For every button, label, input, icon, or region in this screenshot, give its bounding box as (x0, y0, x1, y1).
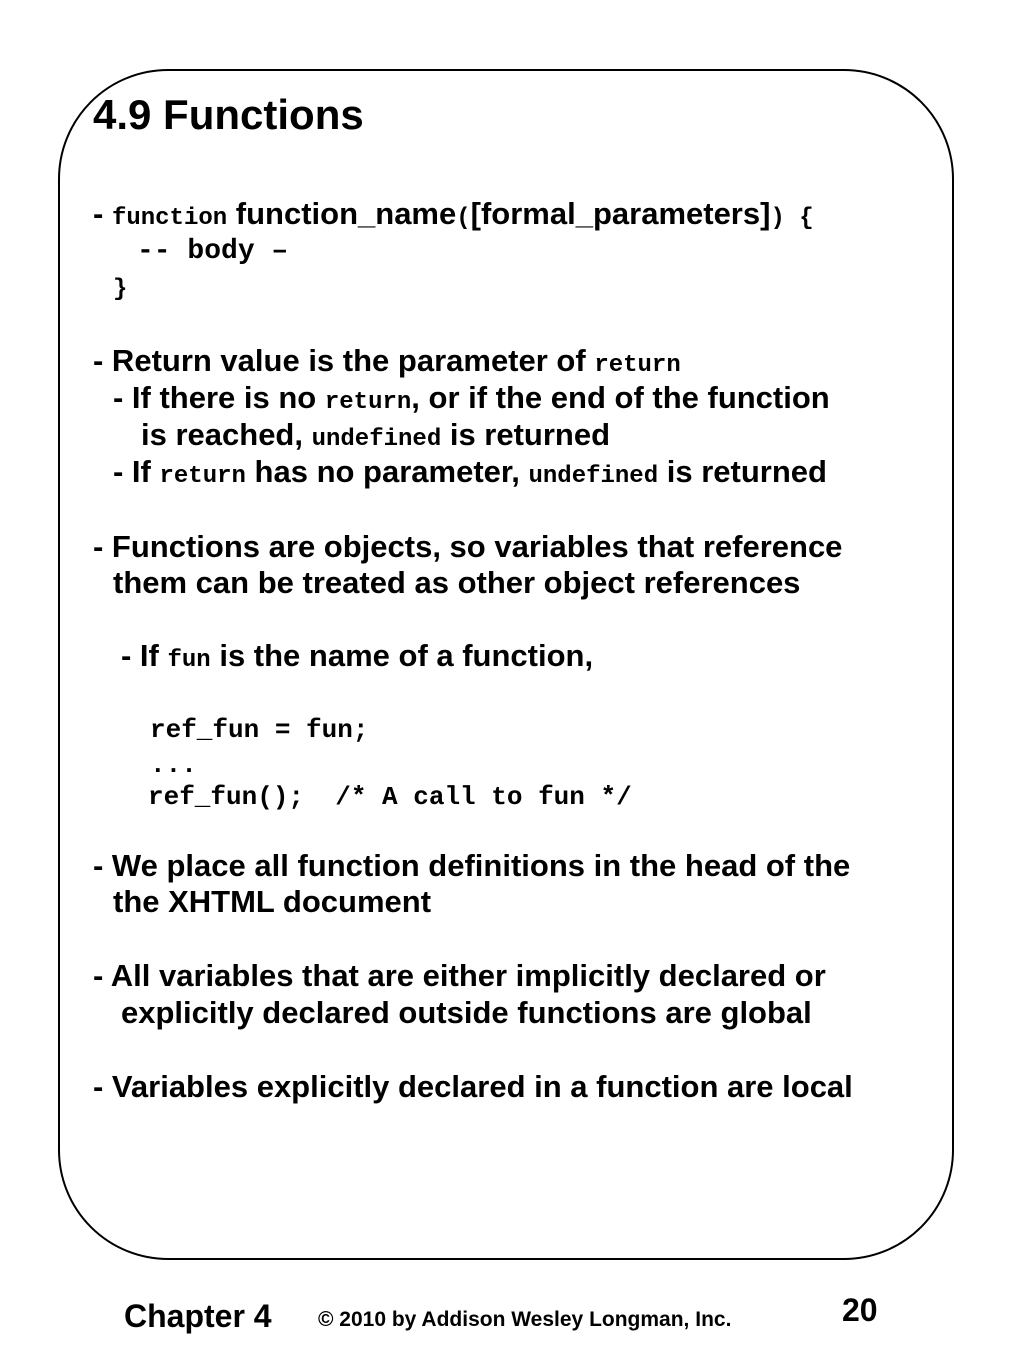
code-line-3: ref_fun(); /* A call to fun */ (148, 782, 632, 812)
footer-chapter: Chapter 4 (124, 1298, 272, 1334)
syntax-end-brace: } (113, 276, 128, 303)
return-line-4-text-b: has no parameter, (245, 454, 529, 489)
syntax-close-brace: ) { (770, 205, 814, 232)
return-line-2-text-a: - If there is no (113, 380, 325, 415)
head-line-1: - We place all function definitions in the head of the (93, 848, 851, 883)
return-line-1-code: return (594, 352, 681, 379)
syntax-function-name: function_name (227, 196, 457, 231)
return-line-2-text-b: , or if the end of the function (411, 380, 830, 415)
objects-line-2: them can be treated as other object references (113, 565, 801, 600)
local-line-1: - Variables explicitly declared in a function are local (93, 1069, 853, 1104)
code-line-2: ... (150, 750, 197, 780)
syntax-line (93, 198, 814, 231)
return-line-4-code-a: return (159, 463, 246, 490)
syntax-keyword: function (111, 205, 228, 232)
return-line-3 (141, 419, 610, 452)
footer-page-number: 20 (842, 1292, 878, 1328)
objects-line-3-code: fun (167, 647, 211, 674)
objects-line-3-text-b: is the name of a function, (210, 638, 594, 673)
return-line-4-text-c: is returned (658, 454, 827, 489)
footer-copyright: © 2010 by Addison Wesley Longman, Inc. (318, 1308, 732, 1331)
return-line-2 (113, 382, 830, 415)
objects-line-1: - Functions are objects, so variables that reference (93, 529, 843, 564)
global-line-2: explicitly declared outside functions are global (121, 995, 812, 1030)
head-line-2: the XHTML document (113, 884, 432, 919)
objects-line-3 (121, 640, 593, 673)
objects-line-3-text-a: - If (121, 638, 168, 673)
global-line-1: - All variables that are either implicitly declared or (93, 958, 826, 993)
syntax-dash: - (93, 196, 112, 231)
return-line-1-text: - Return value is the parameter of (93, 343, 595, 378)
return-line-3-code: undefined (311, 426, 442, 453)
return-line-4-text-a: - If (113, 454, 160, 489)
slide-title: 4.9 Functions (93, 91, 364, 138)
return-line-3-text-b: is returned (441, 417, 611, 452)
syntax-body: -- body – (137, 236, 289, 267)
return-line-4-code-b: undefined (528, 463, 659, 490)
return-line-4 (113, 456, 827, 489)
return-line-3-text-a: is reached, (141, 417, 312, 452)
return-line-2-code: return (324, 389, 412, 416)
syntax-open-paren: ( (456, 205, 471, 232)
return-line-1 (93, 345, 681, 378)
syntax-params: [formal_parameters] (470, 196, 771, 231)
code-line-1: ref_fun = fun; (150, 715, 369, 745)
